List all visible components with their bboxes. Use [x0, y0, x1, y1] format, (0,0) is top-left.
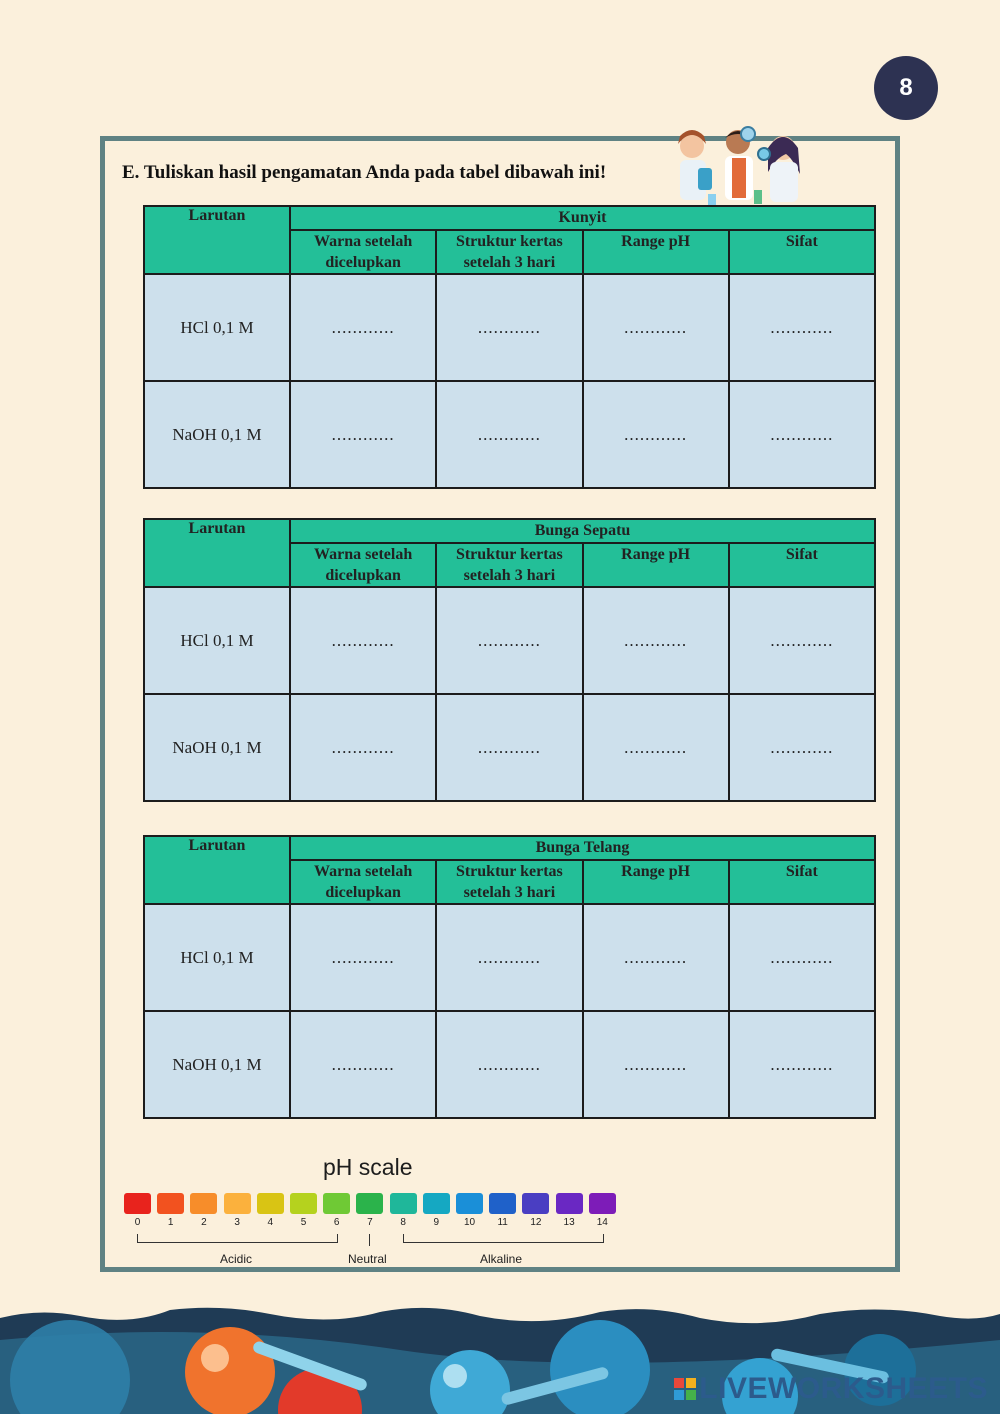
answer-cell[interactable]: ............ — [290, 587, 436, 694]
scientists-illustration — [668, 124, 813, 208]
ph-value-label: 9 — [433, 1217, 440, 1228]
ph-value-label: 8 — [400, 1217, 406, 1228]
ph-swatch-3 — [224, 1193, 251, 1214]
ph-swatch-5 — [290, 1193, 317, 1214]
brand-text: LIVEWORKSHEETS — [699, 1372, 988, 1405]
solution-label: HCl 0,1 M — [144, 904, 290, 1011]
column-header-structure: Struktur kertas setelah 3 hari — [436, 230, 582, 274]
column-header-nature: Sifat — [729, 230, 875, 274]
table-row — [144, 1011, 875, 1118]
answer-cell[interactable]: ............ — [729, 587, 875, 694]
acidic-bracket — [137, 1234, 338, 1243]
observation-table-bunga-telang — [143, 835, 876, 1119]
ph-swatch-14 — [589, 1193, 616, 1214]
instruction-heading: E. Tuliskan hasil pengamatan Anda pada tabel dibawah ini! — [122, 162, 607, 183]
answer-cell[interactable]: ............ — [583, 587, 729, 694]
column-header-structure: Struktur kertas setelah 3 hari — [436, 860, 582, 904]
table-row — [144, 904, 875, 1011]
ph-swatch-0 — [124, 1193, 151, 1214]
column-header-ph-range: Range pH — [583, 230, 729, 274]
ph-swatch-2 — [190, 1193, 217, 1214]
larutan-header: Larutan — [144, 836, 290, 904]
column-header-nature: Sifat — [729, 860, 875, 904]
column-header-ph-range: Range pH — [583, 860, 729, 904]
ph-swatch-7 — [356, 1193, 383, 1214]
column-header-color: Warna setelah dicelupkan — [290, 543, 436, 587]
column-header-ph-range: Range pH — [583, 543, 729, 587]
larutan-header: Larutan — [144, 206, 290, 274]
answer-cell[interactable]: ............ — [436, 274, 582, 381]
ph-value-label: 12 — [530, 1217, 542, 1228]
larutan-header: Larutan — [144, 519, 290, 587]
ph-value-label: 1 — [167, 1217, 174, 1228]
solution-label: NaOH 0,1 M — [144, 1011, 290, 1118]
answer-cell[interactable]: ............ — [583, 694, 729, 801]
ph-value-label: 10 — [463, 1217, 476, 1228]
indicator-header: Bunga Sepatu — [290, 519, 875, 543]
answer-cell[interactable]: ............ — [729, 274, 875, 381]
acidic-label: Acidic — [220, 1252, 253, 1266]
answer-cell[interactable]: ............ — [583, 274, 729, 381]
ph-scale-title: pH scale — [323, 1154, 413, 1180]
ph-value-label: 14 — [596, 1217, 608, 1228]
answer-cell[interactable]: ............ — [729, 381, 875, 488]
answer-cell[interactable]: ............ — [583, 1011, 729, 1118]
ph-swatch-9 — [423, 1193, 450, 1214]
solution-label: HCl 0,1 M — [144, 274, 290, 381]
answer-cell[interactable]: ............ — [290, 904, 436, 1011]
table-row — [144, 381, 875, 488]
liveworksheets-icon — [674, 1378, 696, 1400]
solution-label: NaOH 0,1 M — [144, 694, 290, 801]
observation-table-kunyit — [143, 205, 876, 489]
answer-cell[interactable]: ............ — [290, 694, 436, 801]
answer-cell[interactable]: ............ — [729, 1011, 875, 1118]
answer-cell[interactable]: ............ — [729, 904, 875, 1011]
ph-swatch-8 — [390, 1193, 417, 1214]
ph-value-label: 11 — [497, 1217, 508, 1228]
answer-cell[interactable]: ............ — [436, 694, 582, 801]
ph-value-label: 13 — [563, 1217, 575, 1228]
ph-swatch-13 — [556, 1193, 583, 1214]
neutral-label: Neutral — [348, 1252, 387, 1266]
ph-swatch-12 — [522, 1193, 549, 1214]
answer-cell[interactable]: ............ — [290, 1011, 436, 1118]
answer-cell[interactable]: ............ — [436, 1011, 582, 1118]
indicator-header: Kunyit — [290, 206, 875, 230]
ph-value-label: 6 — [333, 1217, 340, 1228]
ph-value-label: 0 — [134, 1217, 141, 1228]
answer-cell[interactable]: ............ — [436, 381, 582, 488]
ph-value-label: 3 — [234, 1217, 240, 1228]
ph-swatch-1 — [157, 1193, 184, 1214]
ph-swatch-6 — [323, 1193, 350, 1214]
column-header-structure: Struktur kertas setelah 3 hari — [436, 543, 582, 587]
answer-cell[interactable]: ............ — [436, 904, 582, 1011]
table-row — [144, 694, 875, 801]
answer-cell[interactable]: ............ — [290, 381, 436, 488]
answer-cell[interactable]: ............ — [436, 587, 582, 694]
alkaline-label: Alkaline — [480, 1252, 523, 1266]
table-row — [144, 274, 875, 381]
answer-cell[interactable]: ............ — [729, 694, 875, 801]
column-header-color: Warna setelah dicelupkan — [290, 860, 436, 904]
indicator-header: Bunga Telang — [290, 836, 875, 860]
ph-swatch-11 — [489, 1193, 516, 1214]
ph-value-label: 5 — [300, 1217, 307, 1228]
observation-table-bunga-sepatu — [143, 518, 876, 802]
neutral-tick — [369, 1234, 370, 1246]
ph-value-label: 2 — [201, 1217, 207, 1228]
page-number-badge: 8 — [874, 56, 938, 120]
ph-value-label: 4 — [267, 1217, 274, 1228]
answer-cell[interactable]: ............ — [583, 381, 729, 488]
solution-label: HCl 0,1 M — [144, 587, 290, 694]
liveworksheets-logo — [674, 1372, 988, 1406]
alkaline-bracket — [403, 1234, 604, 1243]
answer-cell[interactable]: ............ — [583, 904, 729, 1011]
ph-swatch-10 — [456, 1193, 483, 1214]
solution-label: NaOH 0,1 M — [144, 381, 290, 488]
column-header-color: Warna setelah dicelupkan — [290, 230, 436, 274]
ph-value-label: 7 — [367, 1217, 373, 1228]
column-header-nature: Sifat — [729, 543, 875, 587]
table-row — [144, 587, 875, 694]
ph-swatch-4 — [257, 1193, 284, 1214]
answer-cell[interactable]: ............ — [290, 274, 436, 381]
